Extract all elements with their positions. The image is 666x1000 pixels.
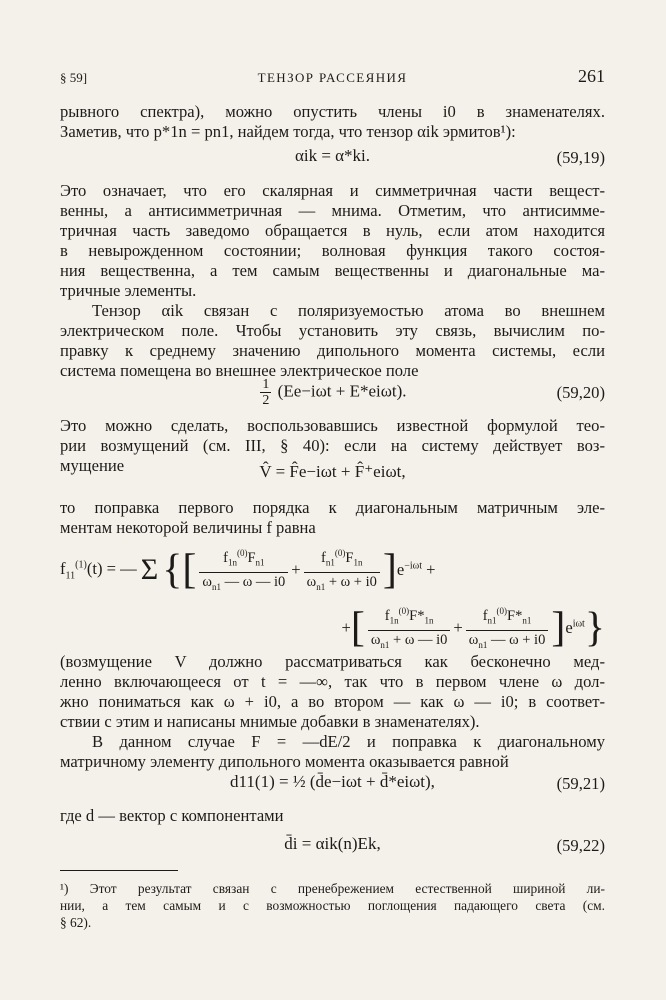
text-line: Это можно сделать, воспользовавшись известной формулой тео- — [60, 416, 605, 435]
equation-formula: V̂ = F̂e−iωt + F̂⁺eiωt, — [259, 462, 406, 481]
text-line: в невырожденном состоянии; волновая функция такого состоя- — [60, 241, 605, 260]
page-header — [60, 66, 605, 90]
text-line: рии возмущений (см. III, § 40): если на систему действует воз- — [60, 436, 605, 455]
text-line: мущение — [60, 456, 125, 475]
text-line: Заметив, что p*1n = pn1, найдем тогда, что тензор αik эрмитов¹): — [60, 122, 516, 141]
page-number: 261 — [578, 66, 605, 86]
formula-correction-line2: + [ $f_{1n}^{(0)}F*_{1n}$ $\omega_{n1} + \omega$ — i0 + $\frac{f_{n1}^{(0)}F*_{n1}}{\omega_{n1} — \omega + i0}$ ] $e^{i\omega t}$ } — [60, 596, 605, 652]
equation-59-19 — [60, 142, 605, 174]
footnote-line: § 62). — [60, 915, 92, 930]
text-line: (возмущение V должно рассматриваться как бесконечно мед- — [60, 652, 605, 671]
text-line: то поправка первого порядка к диагональным матричным эле- — [60, 498, 605, 517]
text-line: тричные элементы. — [60, 281, 197, 300]
fraction-one-half: $\frac{1}{2}$ — [262, 377, 270, 408]
equation-59-22 — [60, 830, 605, 862]
equation-number: (59,19) — [556, 148, 605, 167]
text-line: В данном случае F = —dE/2 и поправка к диагональному — [92, 732, 605, 751]
text-line: Это означает, что его скалярная и симметричная части вещест- — [60, 181, 605, 200]
equation-formula: (Ee−iωt + E*eiωt). — [277, 381, 407, 401]
text-line: ния вещественна, а тем самым вещественны и диагональные ма- — [60, 261, 605, 280]
equation-perturbation — [60, 458, 605, 490]
footnote-line: нии, а тем самым и с возможностью поглощения падающего света (см. — [60, 898, 605, 913]
text-line: Тензор αik связан с поляризуемостью атома во внешнем — [92, 301, 605, 320]
equation-59-21 — [60, 766, 605, 802]
text-line: электрическом поле. Чтобы установить эту связь, вычислим по- — [60, 321, 605, 340]
equation-formula: αik = α*ki. — [294, 146, 371, 165]
equation-59-20 — [60, 375, 605, 411]
text-line: венны, а антисимметричная — мнима. Отметим, что антисимме- — [60, 201, 605, 220]
text-line: матричному элементу дипольного момента оказывается равной — [60, 752, 509, 771]
footnote-line: ¹) Этот результат связан с пренебрежением естественной шириной ли- — [60, 881, 605, 896]
text-line: где d — вектор с компонентами — [60, 806, 284, 825]
text-line: жно пониматься как ω + i0, а во втором — как ω — i0; в соответ- — [60, 692, 605, 711]
text-line: система помещена во внешнее электрическое поле — [60, 361, 419, 380]
text-line: ствии с этим и написаны мнимые добавки в знаменателях). — [60, 712, 480, 731]
formula-correction-line1: $f_{11}^{(1)}(t)$ = — Σ { [ $f_{1n}^{(0)}F_{n1}$ $\omega_{n1}$ — ω — i0 + $\frac{f_{n1}^{(0)}F_{1n}}{\omega_{n1} + \omega + i0}$ ] $e^{-i\omega t}$ + — [60, 538, 605, 594]
section-ref: § 59] — [60, 70, 88, 85]
text-line: правку к среднему значению дипольного момента системы, если — [60, 341, 605, 360]
equation-number: (59,22) — [556, 836, 605, 855]
running-title: ТЕНЗОР РАССЕЯНИЯ — [257, 70, 408, 85]
equation-formula: d11(1) = ½ (d̄e−iωt + d̄*eiωt), — [230, 772, 435, 791]
text-line: тричная часть заведомо обращается в нуль, если атом находится — [60, 221, 605, 240]
text-line: ленно включающееся от t = —∞, так что в первом члене ω дол- — [60, 672, 605, 691]
equation-number: (59,21) — [556, 774, 605, 793]
equation-number: (59,20) — [556, 383, 605, 402]
equation-formula: d̄i = αik(n)Ek, — [284, 834, 381, 853]
text-line: рывного спектра), можно опустить члены i0 в знаменателях. — [60, 102, 605, 121]
footnote-divider — [60, 870, 178, 871]
text-line: ментам некоторой величины f равна — [60, 518, 316, 537]
